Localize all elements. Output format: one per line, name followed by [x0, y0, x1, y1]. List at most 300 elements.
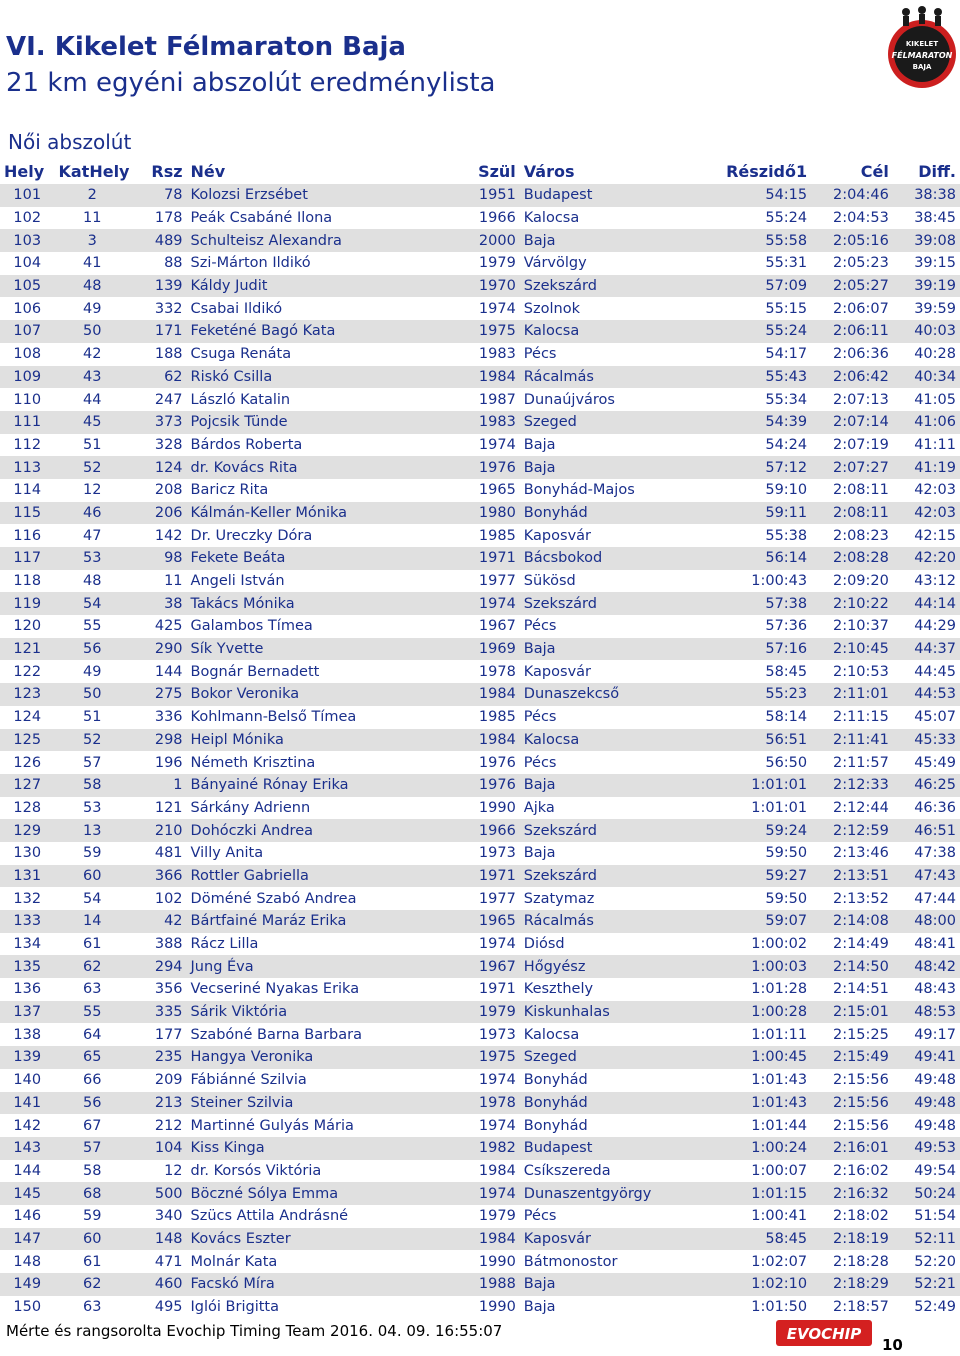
- cell-city: Rácalmás: [520, 366, 677, 389]
- table-row: [0, 547, 960, 570]
- cell-split1: 57:09: [677, 275, 811, 298]
- cell-category-place: 61: [82, 1253, 102, 1270]
- cell-split1: 55:24: [677, 320, 811, 343]
- cell-split1: 1:00:24: [677, 1137, 811, 1160]
- cell-birth-year: 1975: [461, 1046, 520, 1069]
- cell-city: Szekszárd: [520, 819, 677, 842]
- cell-finish: 2:06:07: [832, 300, 889, 317]
- cell-city: Baja: [520, 774, 677, 797]
- cell-finish: 2:15:56: [832, 1072, 889, 1089]
- cell-birth-year: 1974: [478, 1117, 516, 1134]
- cell-place: 119: [0, 592, 54, 615]
- cell-birth-year: 1983: [478, 346, 516, 363]
- table-row: [0, 297, 960, 320]
- cell-place: 128: [13, 799, 42, 816]
- cell-finish: 2:11:15: [832, 709, 889, 726]
- cell-birth-year: 1976: [478, 754, 516, 771]
- cell-diff: 48:42: [893, 955, 960, 978]
- cell-place: 115: [0, 502, 54, 525]
- cell-category-place: 63: [82, 1299, 102, 1316]
- cell-birth-year: 1985: [478, 527, 516, 544]
- cell-finish: 2:14:49: [832, 936, 889, 953]
- cell-city: Kiskunhalas: [520, 1001, 677, 1024]
- table-row: [0, 343, 960, 366]
- cell-bib: 104: [130, 1137, 187, 1160]
- table-row: [0, 887, 960, 910]
- cell-diff: 41:06: [893, 411, 960, 434]
- cell-finish: 2:11:57: [832, 754, 889, 771]
- cell-finish: 2:06:42: [811, 366, 893, 389]
- cell-diff: 49:53: [893, 1137, 960, 1160]
- column-header-name: Név: [190, 161, 226, 181]
- cell-finish: 2:18:19: [811, 1228, 893, 1251]
- cell-place: 127: [0, 774, 54, 797]
- cell-place: 114: [13, 482, 42, 499]
- cell-city: Csíkszereda: [523, 1162, 611, 1179]
- cell-bib: 489: [130, 229, 187, 252]
- table-body: [0, 184, 960, 1318]
- cell-category-place: 62: [54, 955, 129, 978]
- cell-name: Bártfainé Maráz Erika: [187, 910, 462, 933]
- cell-birth-year: 1988: [461, 1273, 520, 1296]
- cell-place: 140: [13, 1072, 42, 1089]
- cell-bib: 247: [154, 391, 183, 408]
- cell-place: 105: [0, 275, 54, 298]
- cell-split1: 1:02:10: [677, 1273, 811, 1296]
- cell-split1: 57:38: [677, 592, 811, 615]
- cell-split1: 59:50: [765, 890, 808, 907]
- cell-category-place: 48: [82, 573, 102, 590]
- cell-name: Kolozsi Erzsébet: [187, 184, 462, 207]
- cell-birth-year: 1974: [478, 300, 516, 317]
- cell-finish: 2:10:37: [832, 618, 889, 635]
- table-row: [0, 865, 960, 888]
- cell-finish: 2:04:53: [832, 210, 889, 227]
- cell-name: Pojcsik Tünde: [187, 411, 462, 434]
- cell-bib: 388: [154, 936, 183, 953]
- cell-bib: 460: [130, 1273, 187, 1296]
- column-header-birth-year: Szül: [478, 161, 516, 181]
- column-header-place: Hely: [4, 161, 45, 181]
- table-row: [0, 1273, 960, 1296]
- table-row: [0, 592, 960, 615]
- table-row: [0, 1001, 960, 1024]
- column-header-diff: Diff.: [918, 161, 956, 181]
- cell-split1: 59:50: [765, 845, 808, 862]
- column-header-category-place: KatHely: [58, 161, 130, 181]
- table-row: [0, 933, 960, 956]
- cell-diff: 49:41: [893, 1046, 960, 1069]
- cell-birth-year: 1974: [478, 936, 516, 953]
- cell-category-place: 61: [82, 936, 102, 953]
- cell-city: Baja: [520, 456, 677, 479]
- cell-name: Facskó Míra: [187, 1273, 462, 1296]
- cell-finish: 2:05:27: [811, 275, 893, 298]
- cell-place: 117: [0, 547, 54, 570]
- cell-birth-year: 1980: [461, 502, 520, 525]
- page-number: 10: [882, 1336, 903, 1354]
- table-row: [0, 910, 960, 933]
- cell-split1: 59:11: [677, 502, 811, 525]
- cell-name: Molnár Kata: [190, 1253, 278, 1270]
- cell-bib: 188: [154, 346, 183, 363]
- cell-diff: 39:15: [914, 255, 956, 272]
- table-row: [0, 751, 960, 774]
- cell-finish: 2:18:29: [811, 1273, 893, 1296]
- table-row: [0, 229, 960, 252]
- cell-birth-year: 1984: [461, 683, 520, 706]
- cell-split1: 1:01:15: [677, 1182, 811, 1205]
- cell-diff: 50:24: [893, 1182, 960, 1205]
- cell-place: 106: [13, 300, 42, 317]
- cell-finish: 2:11:41: [811, 729, 893, 752]
- cell-diff: 46:51: [893, 819, 960, 842]
- cell-category-place: 42: [82, 346, 102, 363]
- cell-city: Baja: [523, 1299, 556, 1316]
- cell-bib: 336: [154, 709, 183, 726]
- cell-finish: 2:06:36: [832, 346, 889, 363]
- cell-bib: 235: [130, 1046, 187, 1069]
- table-row: [0, 819, 960, 842]
- logo-top-text: KIKELET: [905, 40, 939, 48]
- cell-name: Kálmán-Keller Mónika: [187, 502, 462, 525]
- cell-diff: 46:25: [893, 774, 960, 797]
- cell-split1: 55:43: [677, 366, 811, 389]
- cell-split1: 58:45: [765, 663, 808, 680]
- table-row: [0, 1160, 960, 1183]
- cell-split1: 56:51: [677, 729, 811, 752]
- cell-birth-year: 1974: [478, 1072, 516, 1089]
- footer-credit: Mérte és rangsorolta Evochip Timing Team 2016. 04. 09. 16:55:07: [6, 1322, 503, 1340]
- cell-city: Pécs: [523, 1208, 557, 1225]
- table-row: [0, 411, 960, 434]
- cell-category-place: 47: [82, 527, 102, 544]
- cell-birth-year: 1978: [461, 1092, 520, 1115]
- cell-split1: 55:34: [765, 391, 808, 408]
- table-row: [0, 638, 960, 661]
- cell-city: Szolnok: [523, 300, 580, 317]
- cell-name: Steiner Szilvia: [187, 1092, 462, 1115]
- cell-name: Riskó Csilla: [187, 366, 462, 389]
- cell-city: Kalocsa: [520, 729, 677, 752]
- cell-name: Fábiánné Szilvia: [190, 1072, 307, 1089]
- cell-split1: 57:12: [677, 456, 811, 479]
- cell-category-place: 60: [54, 1228, 129, 1251]
- cell-birth-year: 1971: [478, 981, 516, 998]
- cell-finish: 2:13:51: [811, 865, 893, 888]
- cell-bib: 139: [130, 275, 187, 298]
- cell-bib: 38: [130, 592, 187, 615]
- cell-diff: 44:45: [914, 663, 956, 680]
- cell-split1: 54:17: [765, 346, 808, 363]
- cell-finish: 2:07:14: [811, 411, 893, 434]
- cell-bib: 78: [130, 184, 187, 207]
- cell-city: Keszthely: [523, 981, 594, 998]
- column-header-bib: Rsz: [151, 161, 183, 181]
- cell-place: 131: [0, 865, 54, 888]
- cell-bib: 210: [130, 819, 187, 842]
- table-row: [0, 683, 960, 706]
- cell-diff: 44:53: [893, 683, 960, 706]
- table-header-row: [0, 158, 960, 184]
- cell-diff: 39:59: [914, 300, 956, 317]
- logo-bottom-text: BAJA: [912, 63, 932, 71]
- cell-finish: 2:14:50: [811, 955, 893, 978]
- cell-city: Dunaújváros: [523, 391, 615, 408]
- cell-place: 130: [13, 845, 42, 862]
- cell-city: Kaposvár: [523, 663, 591, 680]
- cell-name: Bárdos Roberta: [190, 436, 303, 453]
- cell-finish: 2:09:20: [832, 573, 889, 590]
- cell-category-place: 60: [54, 865, 129, 888]
- cell-place: 132: [13, 890, 42, 907]
- table-row: [0, 1046, 960, 1069]
- cell-finish: 2:18:02: [832, 1208, 889, 1225]
- evochip-brand-icon: [776, 1318, 872, 1348]
- cell-finish: 2:14:51: [832, 981, 889, 998]
- cell-bib: 340: [154, 1208, 183, 1225]
- cell-birth-year: 1984: [461, 1228, 520, 1251]
- cell-place: 112: [13, 436, 42, 453]
- cell-birth-year: 1985: [478, 709, 516, 726]
- table-row: [0, 320, 960, 343]
- table-row: [0, 1114, 960, 1137]
- cell-finish: 2:10:45: [811, 638, 893, 661]
- cell-place: 149: [0, 1273, 54, 1296]
- cell-city: Bátmonostor: [523, 1253, 618, 1270]
- cell-split1: 56:14: [677, 547, 811, 570]
- cell-city: Kaposvár: [520, 1228, 677, 1251]
- cell-finish: 2:06:11: [811, 320, 893, 343]
- cell-name: Vecseriné Nyakas Erika: [190, 981, 360, 998]
- cell-name: Dr. Ureczky Dóra: [190, 527, 313, 544]
- cell-place: 138: [13, 1026, 42, 1043]
- cell-split1: 59:07: [677, 910, 811, 933]
- cell-diff: 38:45: [914, 210, 956, 227]
- cell-name: Hangya Veronika: [187, 1046, 462, 1069]
- cell-name: Bányainé Rónay Erika: [187, 774, 462, 797]
- cell-category-place: 56: [54, 638, 129, 661]
- column-header-split1: Részidő1: [726, 161, 808, 181]
- table-row: [0, 275, 960, 298]
- cell-category-place: 53: [54, 547, 129, 570]
- cell-place: 122: [13, 663, 42, 680]
- cell-birth-year: 1967: [478, 618, 516, 635]
- cell-diff: 42:03: [914, 482, 956, 499]
- cell-category-place: 12: [82, 482, 102, 499]
- cell-finish: 2:11:01: [811, 683, 893, 706]
- cell-finish: 2:05:16: [811, 229, 893, 252]
- cell-diff: 49:48: [914, 1072, 956, 1089]
- cell-birth-year: 1973: [478, 845, 516, 862]
- cell-category-place: 3: [54, 229, 129, 252]
- cell-place: 121: [0, 638, 54, 661]
- cell-split1: 1:01:11: [751, 1026, 808, 1043]
- cell-city: Várvölgy: [523, 255, 587, 272]
- cell-diff: 39:19: [893, 275, 960, 298]
- cell-place: 109: [0, 366, 54, 389]
- cell-city: Bácsbokod: [520, 547, 677, 570]
- table-row: [0, 797, 960, 820]
- cell-bib: 356: [154, 981, 183, 998]
- cell-category-place: 45: [54, 411, 129, 434]
- cell-finish: 2:08:23: [832, 527, 889, 544]
- cell-city: Szekszárd: [520, 592, 677, 615]
- cell-bib: 98: [130, 547, 187, 570]
- cell-finish: 2:16:32: [811, 1182, 893, 1205]
- cell-name: Bognár Bernadett: [190, 663, 320, 680]
- table-row: [0, 1205, 960, 1228]
- cell-place: 126: [13, 754, 42, 771]
- cell-city: Budapest: [520, 1137, 677, 1160]
- cell-split1: 1:00:28: [677, 1001, 811, 1024]
- cell-name: Jung Éva: [187, 955, 462, 978]
- cell-place: 125: [0, 729, 54, 752]
- cell-category-place: 2: [54, 184, 129, 207]
- cell-diff: 49:54: [914, 1162, 956, 1179]
- cell-bib: 213: [130, 1092, 187, 1115]
- cell-city: Bonyhád: [523, 1072, 588, 1089]
- table-row: [0, 1250, 960, 1273]
- cell-city: Sükösd: [523, 573, 576, 590]
- cell-birth-year: 1976: [461, 774, 520, 797]
- cell-city: Baja: [520, 1273, 677, 1296]
- cell-name: Feketéné Bagó Kata: [187, 320, 462, 343]
- cell-finish: 2:04:46: [811, 184, 893, 207]
- cell-name: Kovács Eszter: [187, 1228, 462, 1251]
- cell-place: 134: [13, 936, 42, 953]
- cell-split1: 59:10: [765, 482, 808, 499]
- cell-name: László Katalin: [190, 391, 291, 408]
- cell-category-place: 11: [82, 210, 102, 227]
- cell-birth-year: 1971: [461, 865, 520, 888]
- cell-birth-year: 1976: [461, 456, 520, 479]
- cell-finish: 2:07:19: [832, 436, 889, 453]
- cell-category-place: 54: [54, 592, 129, 615]
- cell-birth-year: 2000: [461, 229, 520, 252]
- cell-name: dr. Korsós Viktória: [190, 1162, 322, 1179]
- cell-finish: 2:14:08: [811, 910, 893, 933]
- cell-split1: 58:45: [677, 1228, 811, 1251]
- cell-category-place: 55: [54, 1001, 129, 1024]
- cell-diff: 38:38: [893, 184, 960, 207]
- table-row: [0, 1228, 960, 1251]
- cell-category-place: 55: [82, 618, 102, 635]
- cell-split1: 1:01:44: [751, 1117, 808, 1134]
- cell-diff: 41:11: [914, 436, 956, 453]
- cell-bib: 196: [154, 754, 183, 771]
- cell-category-place: 13: [54, 819, 129, 842]
- cell-birth-year: 1990: [478, 1299, 516, 1316]
- cell-diff: 45:33: [893, 729, 960, 752]
- cell-birth-year: 1979: [478, 255, 516, 272]
- cell-name: Sík Yvette: [187, 638, 462, 661]
- cell-split1: 56:50: [765, 754, 808, 771]
- cell-city: Bonyhád: [520, 1092, 677, 1115]
- cell-place: 108: [13, 346, 42, 363]
- page-title: VI. Kikelet Félmaraton Baja: [6, 32, 406, 62]
- cell-place: 143: [0, 1137, 54, 1160]
- page-subtitle: 21 km egyéni abszolút eredménylista: [6, 68, 496, 98]
- cell-place: 102: [13, 210, 42, 227]
- cell-bib: 471: [154, 1253, 183, 1270]
- cell-finish: 2:18:28: [832, 1253, 889, 1270]
- cell-finish: 2:16:02: [832, 1162, 889, 1179]
- cell-bib: 206: [130, 502, 187, 525]
- cell-birth-year: 1967: [461, 955, 520, 978]
- cell-city: Dunaszentgyörgy: [520, 1182, 677, 1205]
- cell-birth-year: 1982: [461, 1137, 520, 1160]
- cell-bib: 142: [154, 527, 183, 544]
- section-heading: Női abszolút: [8, 130, 132, 154]
- cell-category-place: 68: [54, 1182, 129, 1205]
- cell-category-place: 43: [54, 366, 129, 389]
- logo-main-text: FÉLMARATON: [891, 51, 953, 60]
- cell-bib: 42: [130, 910, 187, 933]
- cell-finish: 2:12:44: [832, 799, 889, 816]
- cell-diff: 49:48: [914, 1117, 956, 1134]
- cell-place: 120: [13, 618, 42, 635]
- cell-birth-year: 1966: [478, 210, 516, 227]
- cell-diff: 48:53: [893, 1001, 960, 1024]
- cell-category-place: 66: [82, 1072, 102, 1089]
- cell-diff: 40:28: [914, 346, 956, 363]
- cell-name: Galambos Tímea: [190, 618, 313, 635]
- table-row: [0, 729, 960, 752]
- cell-finish: 2:15:25: [832, 1026, 889, 1043]
- cell-city: Baja: [520, 229, 677, 252]
- cell-category-place: 57: [54, 1137, 129, 1160]
- cell-category-place: 41: [82, 255, 102, 272]
- cell-split1: 1:00:41: [751, 1208, 808, 1225]
- cell-birth-year: 1965: [478, 482, 516, 499]
- cell-split1: 1:00:43: [751, 573, 808, 590]
- cell-category-place: 63: [82, 981, 102, 998]
- cell-finish: 2:08:28: [811, 547, 893, 570]
- cell-name: Káldy Judit: [187, 275, 462, 298]
- cell-diff: 45:49: [914, 754, 956, 771]
- cell-finish: 2:18:57: [832, 1299, 889, 1316]
- cell-category-place: 44: [82, 391, 102, 408]
- cell-split1: 1:01:43: [677, 1092, 811, 1115]
- cell-city: Szeged: [520, 1046, 677, 1069]
- cell-name: Szabóné Barna Barbara: [190, 1026, 362, 1043]
- cell-place: 103: [0, 229, 54, 252]
- cell-bib: 373: [130, 411, 187, 434]
- cell-diff: 52:49: [914, 1299, 956, 1316]
- cell-finish: 2:15:49: [811, 1046, 893, 1069]
- cell-diff: 52:20: [914, 1253, 956, 1270]
- cell-birth-year: 1966: [461, 819, 520, 842]
- cell-bib: 171: [130, 320, 187, 343]
- cell-diff: 52:11: [893, 1228, 960, 1251]
- column-header-city: Város: [523, 161, 575, 181]
- cell-name: Csabai Ildikó: [190, 300, 283, 317]
- cell-city: Baja: [523, 436, 556, 453]
- cell-split1: 57:16: [677, 638, 811, 661]
- cell-category-place: 51: [82, 436, 102, 453]
- cell-finish: 2:10:53: [832, 663, 889, 680]
- cell-category-place: 59: [82, 845, 102, 862]
- cell-city: Baja: [520, 638, 677, 661]
- cell-name: Martinné Gulyás Mária: [190, 1117, 354, 1134]
- cell-place: 142: [13, 1117, 42, 1134]
- cell-diff: 49:48: [893, 1092, 960, 1115]
- cell-category-place: 58: [54, 774, 129, 797]
- cell-category-place: 64: [82, 1026, 102, 1043]
- table-row: [0, 1023, 960, 1046]
- cell-bib: 144: [154, 663, 183, 680]
